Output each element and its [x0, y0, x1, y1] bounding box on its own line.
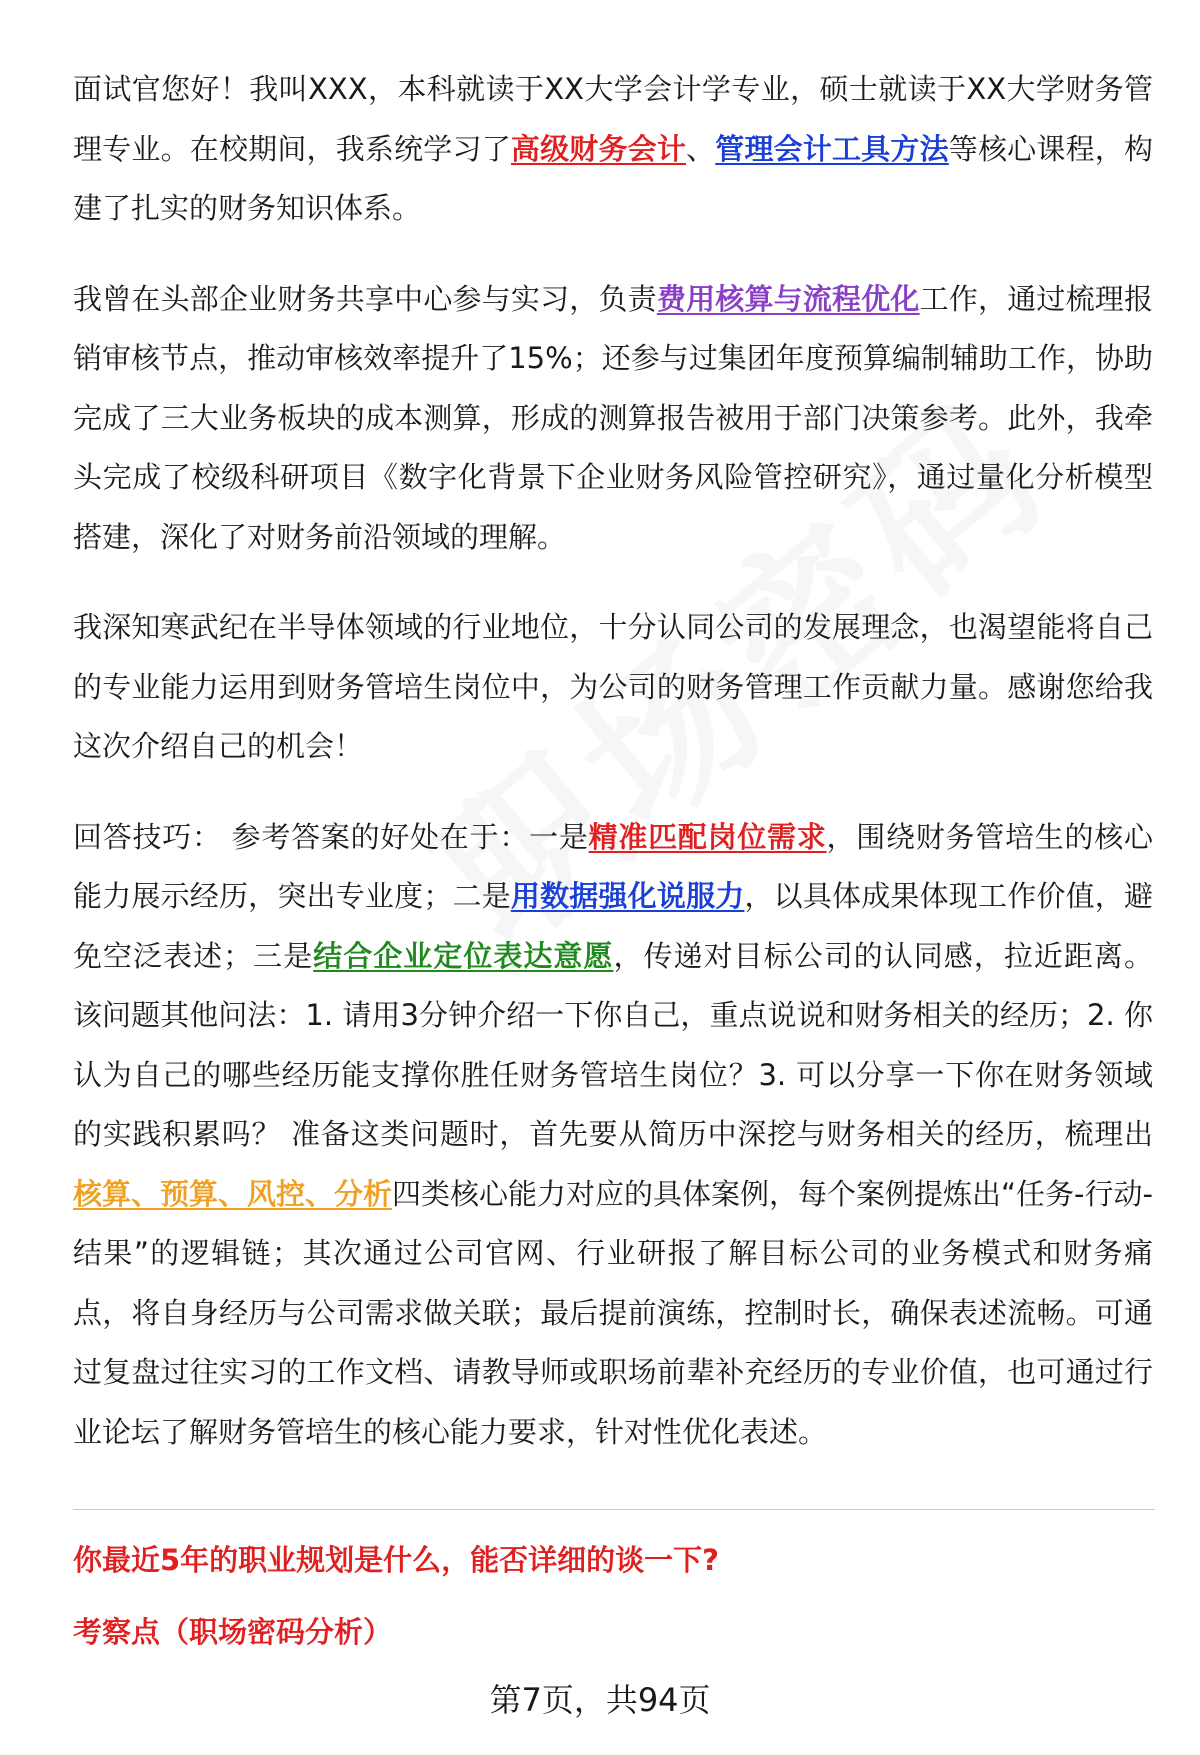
body-text: 等核心课程，构建了扎实的财务知识体系。	[73, 131, 1153, 225]
highlight-text: 高级财务会计	[510, 131, 687, 166]
paragraph-internship	[73, 270, 1153, 568]
body-text: ，以具体成果体现工作价值，避免空泛表述；三是	[73, 879, 1153, 973]
highlight-text: 管理会计工具方法	[715, 131, 949, 166]
section-title: 考察点（职场密码分析）	[73, 1615, 393, 1649]
highlight-text: 结合企业定位表达意愿	[313, 938, 614, 973]
highlight-text: 费用核算与流程优化	[656, 281, 920, 316]
next-question-heading: 你最近5年的职业规划是什么，能否详细的谈一下?	[73, 1543, 720, 1577]
body-text: 四类核心能力对应的具体案例，每个案例提炼出“任务-行动-结果”的逻辑链；其次通过公司官网、行业研报了解目标公司的业务模式和财务痛点，将自身经历与公司需求做关联；最后提前演练，控制时长，确保表述流畅。可通过复盘过往实习的工作文档、请教导师或职场前辈补充经历的专业价值，也可通过行业论坛了解财务管培生的核心能力要求，针对性优化表述。	[73, 1176, 1153, 1449]
document-body	[73, 60, 1153, 1493]
body-text: 回答技巧： 参考答案的好处在于：一是	[73, 819, 589, 854]
body-text: ，传递对目标公司的认同感，拉近距离。 该问题其他问法：1. 请用3分钟介绍一下你自己，重点说说和财务相关的经历；2. 你认为自己的哪些经历能支撑你胜任财务管培生岗位？3. 可以分享一下你在财务领域的实践积累吗？ 准备这类问题时，首先要从简历中深挖与财务相关的经历，梳理出	[73, 938, 1153, 1151]
body-text: 工作，通过梳理报销审核节点，推动审核效率提升了15%；还参与过集团年度预算编制辅助工作，协助完成了三大业务板块的成本测算，形成的测算报告被用于部门决策参考。此外，我牵头完成了校级科研项目《数字化背景下企业财务风险管控研究》，通过量化分析模型搭建，深化了对财务前沿领域的理解。	[73, 281, 1153, 554]
divider	[73, 1509, 1155, 1510]
page-number: 第7页，共94页	[489, 1681, 711, 1719]
paragraph-closing	[73, 598, 1153, 777]
body-text: 我曾在头部企业财务共享中心参与实习，负责	[73, 281, 657, 316]
highlight-text: 用数据强化说服力	[510, 879, 745, 913]
body-text: 我深知寒武纪在半导体领域的行业地位，十分认同公司的发展理念，也渴望能将自己的专业能力运用到财务管培生岗位中，为公司的财务管理工作贡献力量。感谢您给我这次介绍自己的机会！	[73, 610, 1153, 763]
highlight-text: 核算、预算、风控、分析	[73, 1176, 393, 1211]
highlight-text: 精准匹配岗位需求	[588, 819, 827, 854]
paragraph-answer-tips	[73, 808, 1153, 1463]
body-text: 、	[686, 131, 716, 166]
paragraph-self-intro	[73, 60, 1153, 239]
body-text: ，围绕财务管培生的核心能力展示经历，突出专业度；二是	[73, 819, 1153, 913]
body-text: 面试官您好！我叫XXX，本科就读于XX大学会计学专业，硕士就读于XX大学财务管理专业。在校期间，我系统学习了	[73, 72, 1153, 166]
